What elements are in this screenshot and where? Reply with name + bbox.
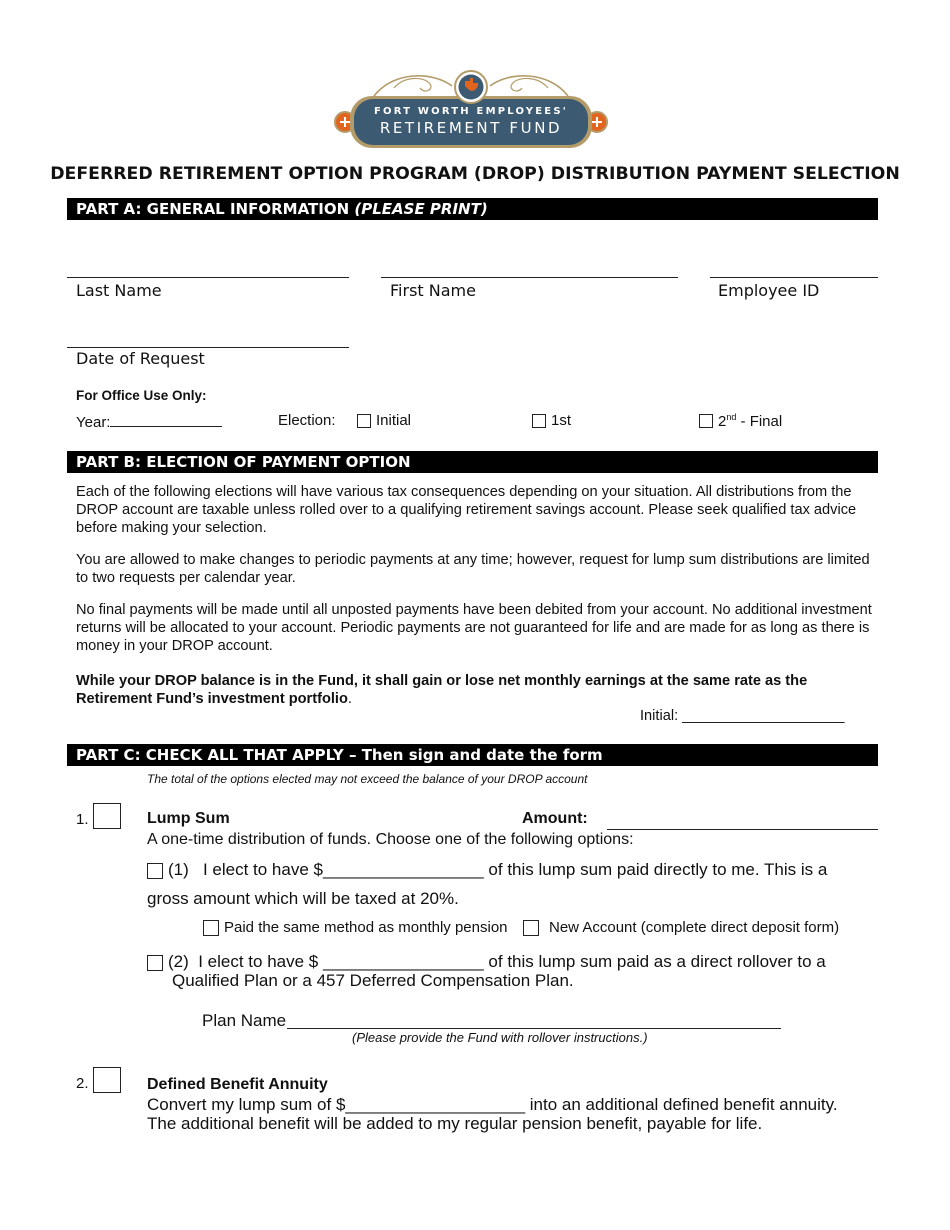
election-final-num: 2 [718, 413, 727, 430]
date-of-request-label: Date of Request [76, 349, 205, 368]
plan-name-note: (Please provide the Fund with rollover instructions.) [352, 1030, 648, 1045]
office-election-label: Election: [278, 412, 336, 429]
election-1st-checkbox[interactable] [532, 414, 546, 428]
fund-logo [334, 66, 608, 152]
option-2-checkbox[interactable] [147, 955, 163, 971]
part-b-paragraph-4 [76, 672, 876, 708]
part-a-header-note: (PLEASE PRINT) [354, 200, 488, 218]
method-new-checkbox[interactable] [523, 920, 539, 936]
last-name-line[interactable] [67, 277, 349, 278]
date-of-request-line[interactable] [67, 347, 349, 348]
part-b-paragraph-1: Each of the following elections will have various tax consequences depending on your situation. All distributions from the DROP account are taxable unless rolled over to a qualifying retirement savings account. Please seek qualified tax advice before making your selection. [76, 484, 857, 536]
part-a-header-text: PART A: GENERAL INFORMATION [76, 200, 350, 218]
item-1-number: 1. [76, 811, 89, 828]
plan-name-line[interactable] [287, 1028, 781, 1029]
lump-sum-title: Lump Sum [147, 810, 230, 827]
election-final-label [718, 412, 782, 430]
option-2-continued: Qualified Plan or a 457 Deferred Compensation Plan. [172, 971, 574, 990]
election-final-checkbox[interactable] [699, 414, 713, 428]
logo-line-2: RETIREMENT FUND [379, 119, 563, 137]
office-year [76, 412, 222, 431]
election-1st-label: 1st [551, 412, 572, 429]
lump-sum-amount-line[interactable] [607, 829, 878, 830]
election-final-rest: - Final [736, 413, 783, 430]
part-b-paragraph-3: No final payments will be made until all unposted payments have been debited from your account. No additional investment returns will be allocated to your account. Periodic payments are not guaranteed for life and are made for as long as there is money in your DROP account. [76, 602, 872, 654]
plan-name-label: Plan Name [202, 1011, 287, 1030]
part-b-paragraph-4-bold: While your DROP balance is in the Fund, it shall gain or lose net monthly earnings at the same rate as the Retirement Fund’s investment portfolio [76, 673, 808, 707]
office-year-label: Year: [76, 414, 111, 431]
part-c-note: The total of the options elected may not exceed the balance of your DROP account [147, 772, 588, 786]
election-initial-checkbox[interactable] [357, 414, 371, 428]
last-name-label: Last Name [76, 281, 162, 300]
option-2-text: (2) I elect to have $ _________________ of this lump sum paid as a direct rollover to a [168, 952, 826, 971]
part-b-paragraph-2: You are allowed to make changes to periodic payments at any time; however, request for lump sum distributions are limited to two requests per calendar year. [76, 552, 870, 586]
part-b-header: PART B: ELECTION OF PAYMENT OPTION [67, 451, 878, 473]
method-new-label: New Account (complete direct deposit form) [549, 919, 840, 936]
office-use-heading: For Office Use Only: [76, 388, 207, 403]
option-1-text: (1) I elect to have $_________________ of this lump sum paid directly to me. This is a [168, 860, 828, 879]
part-b-initial-field[interactable]: Initial: ____________________ [640, 708, 845, 724]
election-final-sup: nd [726, 412, 737, 422]
lump-sum-checkbox[interactable] [93, 803, 121, 829]
lump-sum-amount-label: Amount: [522, 810, 588, 827]
annuity-line-1: Convert my lump sum of $___________________ into an additional defined benefit annuity. [147, 1095, 838, 1114]
annuity-title: Defined Benefit Annuity [147, 1076, 328, 1093]
part-c-header: PART C: CHECK ALL THAT APPLY – Then sign and date the form [67, 744, 878, 766]
part-b-paragraph-4-end: . [347, 691, 352, 707]
item-2-number: 2. [76, 1075, 89, 1092]
office-year-field[interactable] [110, 412, 222, 427]
election-initial-label: Initial [376, 412, 412, 429]
option-1-continued: gross amount which will be taxed at 20%. [147, 889, 459, 908]
form-title: DEFERRED RETIREMENT OPTION PROGRAM (DROP) DISTRIBUTION PAYMENT SELECTION [50, 164, 900, 184]
part-a-header [67, 198, 878, 220]
method-same-checkbox[interactable] [203, 920, 219, 936]
annuity-line-2: The additional benefit will be added to my regular pension benefit, payable for life. [147, 1114, 763, 1133]
lump-sum-description: A one-time distribution of funds. Choose one of the following options: [147, 831, 634, 848]
employee-id-label: Employee ID [718, 281, 820, 300]
first-name-line[interactable] [381, 277, 678, 278]
annuity-checkbox[interactable] [93, 1067, 121, 1093]
employee-id-line[interactable] [710, 277, 878, 278]
first-name-label: First Name [390, 281, 476, 300]
option-1-checkbox[interactable] [147, 863, 163, 879]
method-same-label: Paid the same method as monthly pension [224, 919, 508, 936]
logo-line-1: FORT WORTH EMPLOYEES' [374, 106, 568, 117]
